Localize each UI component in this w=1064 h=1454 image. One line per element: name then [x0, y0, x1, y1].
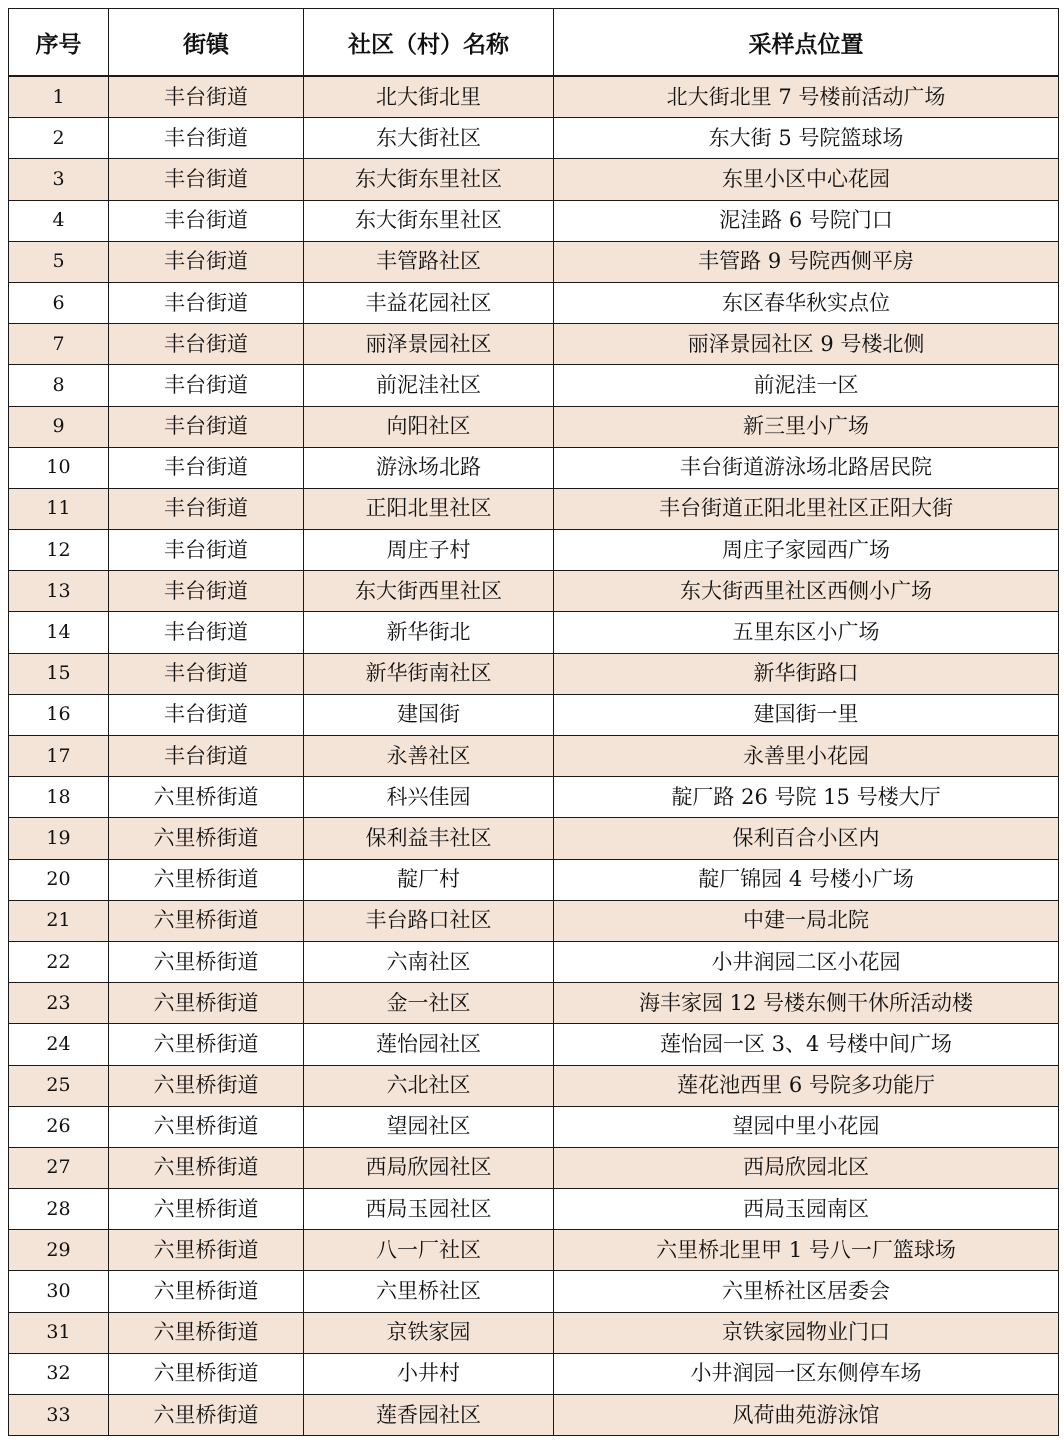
- table-row: [9, 1312, 1059, 1353]
- cell-serial-number: 29: [9, 1230, 109, 1271]
- cell-street-town: 丰台街道: [109, 653, 304, 694]
- cell-sampling-site: 六里桥社区居委会: [554, 1271, 1059, 1312]
- cell-community-name: 科兴佳园: [304, 777, 554, 818]
- table-row: [9, 324, 1059, 365]
- cell-sampling-site: 望园中里小花园: [554, 1106, 1059, 1147]
- cell-serial-number: 5: [9, 241, 109, 282]
- cell-serial-number: 23: [9, 983, 109, 1024]
- table-row: [9, 653, 1059, 694]
- cell-community-name: 莲怡园社区: [304, 1024, 554, 1065]
- table-row: [9, 1271, 1059, 1312]
- table-row: [9, 1147, 1059, 1188]
- cell-community-name: 靛厂村: [304, 859, 554, 900]
- cell-sampling-site: 海丰家园 12 号楼东侧干休所活动楼: [554, 983, 1059, 1024]
- table-row: [9, 1106, 1059, 1147]
- cell-community-name: 新华街北: [304, 612, 554, 653]
- cell-sampling-site: 保利百合小区内: [554, 818, 1059, 859]
- cell-community-name: 保利益丰社区: [304, 818, 554, 859]
- cell-serial-number: 7: [9, 324, 109, 365]
- cell-community-name: 西局欣园社区: [304, 1147, 554, 1188]
- cell-sampling-site: 东区春华秋实点位: [554, 282, 1059, 323]
- table-row: [9, 736, 1059, 777]
- cell-street-town: 丰台街道: [109, 406, 304, 447]
- cell-street-town: 六里桥街道: [109, 941, 304, 982]
- cell-serial-number: 16: [9, 694, 109, 735]
- cell-community-name: 小井村: [304, 1353, 554, 1394]
- table-row: [9, 530, 1059, 571]
- cell-serial-number: 9: [9, 406, 109, 447]
- header-community-name: 社区（村）名称: [304, 9, 554, 77]
- cell-community-name: 京铁家园: [304, 1312, 554, 1353]
- cell-sampling-site: 靛厂路 26 号院 15 号楼大厅: [554, 777, 1059, 818]
- cell-serial-number: 6: [9, 282, 109, 323]
- table-row: [9, 900, 1059, 941]
- cell-sampling-site: 丰管路 9 号院西侧平房: [554, 241, 1059, 282]
- cell-serial-number: 25: [9, 1065, 109, 1106]
- cell-street-town: 六里桥街道: [109, 859, 304, 900]
- table-row: [9, 571, 1059, 612]
- cell-serial-number: 15: [9, 653, 109, 694]
- cell-sampling-site: 靛厂锦园 4 号楼小广场: [554, 859, 1059, 900]
- cell-community-name: 永善社区: [304, 736, 554, 777]
- table-row: [9, 76, 1059, 118]
- cell-sampling-site: 六里桥北里甲 1 号八一厂篮球场: [554, 1230, 1059, 1271]
- cell-street-town: 六里桥街道: [109, 1024, 304, 1065]
- table-row: [9, 941, 1059, 982]
- cell-serial-number: 3: [9, 159, 109, 200]
- cell-street-town: 丰台街道: [109, 76, 304, 118]
- cell-street-town: 丰台街道: [109, 530, 304, 571]
- cell-serial-number: 17: [9, 736, 109, 777]
- cell-street-town: 六里桥街道: [109, 818, 304, 859]
- cell-sampling-site: 丽泽景园社区 9 号楼北侧: [554, 324, 1059, 365]
- table-row: [9, 488, 1059, 529]
- cell-community-name: 东大街东里社区: [304, 159, 554, 200]
- cell-sampling-site: 东大街西里社区西侧小广场: [554, 571, 1059, 612]
- table-row: [9, 694, 1059, 735]
- sampling-sites-table: [8, 8, 1059, 1436]
- cell-community-name: 新华街南社区: [304, 653, 554, 694]
- cell-serial-number: 14: [9, 612, 109, 653]
- cell-community-name: 六北社区: [304, 1065, 554, 1106]
- cell-street-town: 丰台街道: [109, 282, 304, 323]
- cell-street-town: 丰台街道: [109, 118, 304, 159]
- cell-serial-number: 33: [9, 1395, 109, 1436]
- table-header: [9, 9, 1059, 77]
- cell-sampling-site: 建国街一里: [554, 694, 1059, 735]
- cell-sampling-site: 中建一局北院: [554, 900, 1059, 941]
- table-row: [9, 777, 1059, 818]
- cell-sampling-site: 东大街 5 号院篮球场: [554, 118, 1059, 159]
- cell-sampling-site: 西局欣园北区: [554, 1147, 1059, 1188]
- cell-serial-number: 11: [9, 488, 109, 529]
- cell-sampling-site: 小井润园二区小花园: [554, 941, 1059, 982]
- cell-community-name: 前泥洼社区: [304, 365, 554, 406]
- table-row: [9, 200, 1059, 241]
- cell-street-town: 丰台街道: [109, 365, 304, 406]
- cell-sampling-site: 北大街北里 7 号楼前活动广场: [554, 76, 1059, 118]
- cell-street-town: 六里桥街道: [109, 777, 304, 818]
- sampling-sites-table-container: [8, 8, 1058, 1436]
- cell-community-name: 北大街北里: [304, 76, 554, 118]
- cell-street-town: 丰台街道: [109, 612, 304, 653]
- cell-community-name: 西局玉园社区: [304, 1189, 554, 1230]
- table-row: [9, 1395, 1059, 1436]
- cell-serial-number: 22: [9, 941, 109, 982]
- cell-community-name: 望园社区: [304, 1106, 554, 1147]
- cell-community-name: 丽泽景园社区: [304, 324, 554, 365]
- table-row: [9, 406, 1059, 447]
- header-street-town: 街镇: [109, 9, 304, 77]
- cell-street-town: 六里桥街道: [109, 1395, 304, 1436]
- cell-serial-number: 30: [9, 1271, 109, 1312]
- cell-serial-number: 31: [9, 1312, 109, 1353]
- table-row: [9, 983, 1059, 1024]
- cell-community-name: 东大街社区: [304, 118, 554, 159]
- cell-street-town: 六里桥街道: [109, 1106, 304, 1147]
- cell-serial-number: 10: [9, 447, 109, 488]
- cell-community-name: 莲香园社区: [304, 1395, 554, 1436]
- cell-community-name: 建国街: [304, 694, 554, 735]
- cell-street-town: 六里桥街道: [109, 1065, 304, 1106]
- cell-serial-number: 20: [9, 859, 109, 900]
- table-row: [9, 118, 1059, 159]
- cell-street-town: 六里桥街道: [109, 1271, 304, 1312]
- cell-street-town: 丰台街道: [109, 736, 304, 777]
- cell-serial-number: 32: [9, 1353, 109, 1394]
- table-row: [9, 1230, 1059, 1271]
- table-row: [9, 282, 1059, 323]
- cell-serial-number: 4: [9, 200, 109, 241]
- cell-community-name: 周庄子村: [304, 530, 554, 571]
- cell-sampling-site: 小井润园一区东侧停车场: [554, 1353, 1059, 1394]
- cell-sampling-site: 新三里小广场: [554, 406, 1059, 447]
- table-row: [9, 365, 1059, 406]
- table-body: [9, 76, 1059, 1436]
- cell-serial-number: 1: [9, 76, 109, 118]
- cell-sampling-site: 丰台街道正阳北里社区正阳大街: [554, 488, 1059, 529]
- cell-community-name: 向阳社区: [304, 406, 554, 447]
- cell-community-name: 丰益花园社区: [304, 282, 554, 323]
- cell-street-town: 六里桥街道: [109, 983, 304, 1024]
- cell-street-town: 六里桥街道: [109, 1312, 304, 1353]
- cell-street-town: 丰台街道: [109, 694, 304, 735]
- cell-community-name: 六里桥社区: [304, 1271, 554, 1312]
- cell-community-name: 东大街东里社区: [304, 200, 554, 241]
- table-row: [9, 1065, 1059, 1106]
- cell-serial-number: 19: [9, 818, 109, 859]
- cell-serial-number: 8: [9, 365, 109, 406]
- table-row: [9, 612, 1059, 653]
- cell-street-town: 丰台街道: [109, 571, 304, 612]
- cell-community-name: 六南社区: [304, 941, 554, 982]
- header-sampling-site: 采样点位置: [554, 9, 1059, 77]
- table-row: [9, 1353, 1059, 1394]
- cell-serial-number: 24: [9, 1024, 109, 1065]
- cell-street-town: 六里桥街道: [109, 1147, 304, 1188]
- cell-serial-number: 28: [9, 1189, 109, 1230]
- cell-street-town: 丰台街道: [109, 200, 304, 241]
- cell-street-town: 六里桥街道: [109, 900, 304, 941]
- cell-sampling-site: 京铁家园物业门口: [554, 1312, 1059, 1353]
- cell-serial-number: 18: [9, 777, 109, 818]
- cell-sampling-site: 丰台街道游泳场北路居民院: [554, 447, 1059, 488]
- cell-sampling-site: 泥洼路 6 号院门口: [554, 200, 1059, 241]
- cell-street-town: 六里桥街道: [109, 1189, 304, 1230]
- cell-community-name: 丰台路口社区: [304, 900, 554, 941]
- cell-community-name: 丰管路社区: [304, 241, 554, 282]
- cell-serial-number: 13: [9, 571, 109, 612]
- cell-sampling-site: 莲怡园一区 3、4 号楼中间广场: [554, 1024, 1059, 1065]
- header-serial-number: 序号: [9, 9, 109, 77]
- table-row: [9, 241, 1059, 282]
- table-row: [9, 159, 1059, 200]
- cell-serial-number: 2: [9, 118, 109, 159]
- table-row: [9, 1189, 1059, 1230]
- cell-sampling-site: 西局玉园南区: [554, 1189, 1059, 1230]
- cell-sampling-site: 永善里小花园: [554, 736, 1059, 777]
- cell-sampling-site: 五里东区小广场: [554, 612, 1059, 653]
- cell-street-town: 丰台街道: [109, 241, 304, 282]
- cell-street-town: 六里桥街道: [109, 1353, 304, 1394]
- cell-street-town: 丰台街道: [109, 447, 304, 488]
- cell-street-town: 丰台街道: [109, 159, 304, 200]
- cell-serial-number: 26: [9, 1106, 109, 1147]
- cell-sampling-site: 周庄子家园西广场: [554, 530, 1059, 571]
- table-row: [9, 1024, 1059, 1065]
- cell-community-name: 八一厂社区: [304, 1230, 554, 1271]
- cell-street-town: 六里桥街道: [109, 1230, 304, 1271]
- cell-sampling-site: 莲花池西里 6 号院多功能厅: [554, 1065, 1059, 1106]
- cell-community-name: 东大街西里社区: [304, 571, 554, 612]
- table-row: [9, 818, 1059, 859]
- cell-serial-number: 12: [9, 530, 109, 571]
- cell-sampling-site: 东里小区中心花园: [554, 159, 1059, 200]
- cell-community-name: 金一社区: [304, 983, 554, 1024]
- table-row: [9, 447, 1059, 488]
- cell-community-name: 游泳场北路: [304, 447, 554, 488]
- cell-community-name: 正阳北里社区: [304, 488, 554, 529]
- cell-sampling-site: 前泥洼一区: [554, 365, 1059, 406]
- header-row: [9, 9, 1059, 77]
- cell-street-town: 丰台街道: [109, 488, 304, 529]
- cell-sampling-site: 新华街路口: [554, 653, 1059, 694]
- cell-sampling-site: 风荷曲苑游泳馆: [554, 1395, 1059, 1436]
- table-row: [9, 859, 1059, 900]
- cell-serial-number: 27: [9, 1147, 109, 1188]
- cell-serial-number: 21: [9, 900, 109, 941]
- cell-street-town: 丰台街道: [109, 324, 304, 365]
